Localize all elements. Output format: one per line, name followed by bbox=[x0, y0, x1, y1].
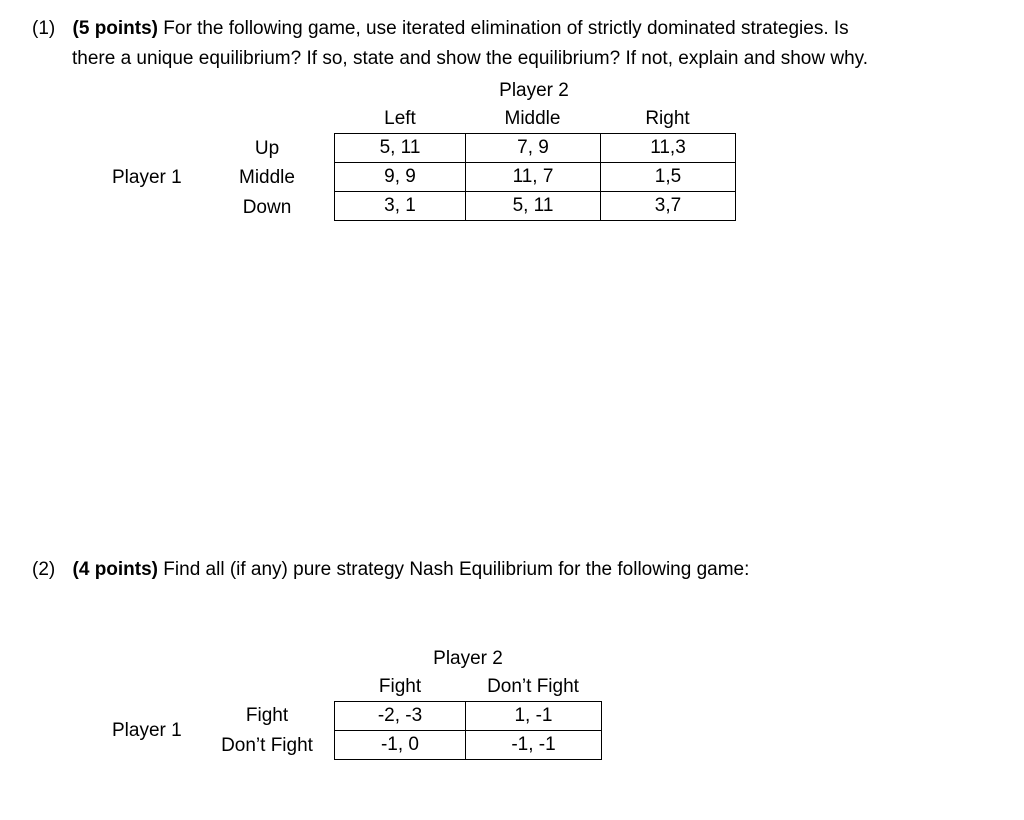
q1-cell-up-right: 11,3 bbox=[601, 134, 736, 163]
table-row bbox=[335, 702, 602, 731]
q1-cell-up-left: 5, 11 bbox=[335, 134, 466, 163]
q2-col-fight: Fight bbox=[378, 676, 422, 697]
q1-cell-down-left: 3, 1 bbox=[335, 192, 466, 221]
q1-col-left: Left bbox=[384, 108, 416, 129]
table-row bbox=[335, 134, 736, 163]
q1-points: (5 points) bbox=[72, 18, 159, 39]
q1-col-middle: Middle bbox=[504, 108, 561, 129]
q1-cell-middle-left: 9, 9 bbox=[335, 163, 466, 192]
q1-cell-down-middle: 5, 11 bbox=[466, 192, 601, 221]
q2-prompt bbox=[32, 557, 749, 583]
q2-row-fight: Fight bbox=[245, 705, 289, 726]
table-row bbox=[335, 163, 736, 192]
table-row bbox=[335, 192, 736, 221]
q2-cell-fight-fight: -2, -3 bbox=[335, 702, 466, 731]
q2-cell-dont-fight-dont-fight: -1, -1 bbox=[466, 731, 602, 760]
q1-cell-up-middle: 7, 9 bbox=[466, 134, 601, 163]
q1-cell-middle-middle: 11, 7 bbox=[466, 163, 601, 192]
table-row bbox=[335, 731, 602, 760]
q2-cell-fight-dont-fight: 1, -1 bbox=[466, 702, 602, 731]
q1-number: (1) bbox=[32, 18, 56, 39]
q1-col-right: Right bbox=[645, 108, 690, 129]
q1-prompt-line1 bbox=[32, 16, 849, 42]
q1-prompt-line2: there a unique equilibrium? If so, state and show the equilibrium? If not, explain and show why. bbox=[72, 48, 869, 69]
q1-row-down: Down bbox=[242, 197, 292, 218]
q2-number: (2) bbox=[32, 559, 56, 580]
q2-col-dont-fight: Don’t Fight bbox=[487, 676, 579, 697]
q1-row-middle: Middle bbox=[239, 167, 295, 188]
q1-payoff-matrix bbox=[334, 133, 736, 221]
q1-row-up: Up bbox=[254, 138, 280, 159]
q1-player1-label: Player 1 bbox=[112, 167, 182, 188]
q1-player2-label: Player 2 bbox=[499, 80, 569, 101]
q2-player2-label: Player 2 bbox=[433, 648, 503, 669]
q1-cell-down-right: 3,7 bbox=[601, 192, 736, 221]
q2-row-dont-fight: Don’t Fight bbox=[221, 735, 313, 756]
q1-cell-middle-right: 1,5 bbox=[601, 163, 736, 192]
q2-player1-label: Player 1 bbox=[112, 720, 182, 741]
q2-text: Find all (if any) pure strategy Nash Equilibrium for the following game: bbox=[158, 559, 750, 580]
q2-cell-dont-fight-fight: -1, 0 bbox=[335, 731, 466, 760]
q2-points: (4 points) bbox=[72, 559, 159, 580]
q2-payoff-matrix bbox=[334, 701, 602, 760]
q1-text-1: For the following game, use iterated elimination of strictly dominated strategies. Is bbox=[158, 18, 849, 39]
